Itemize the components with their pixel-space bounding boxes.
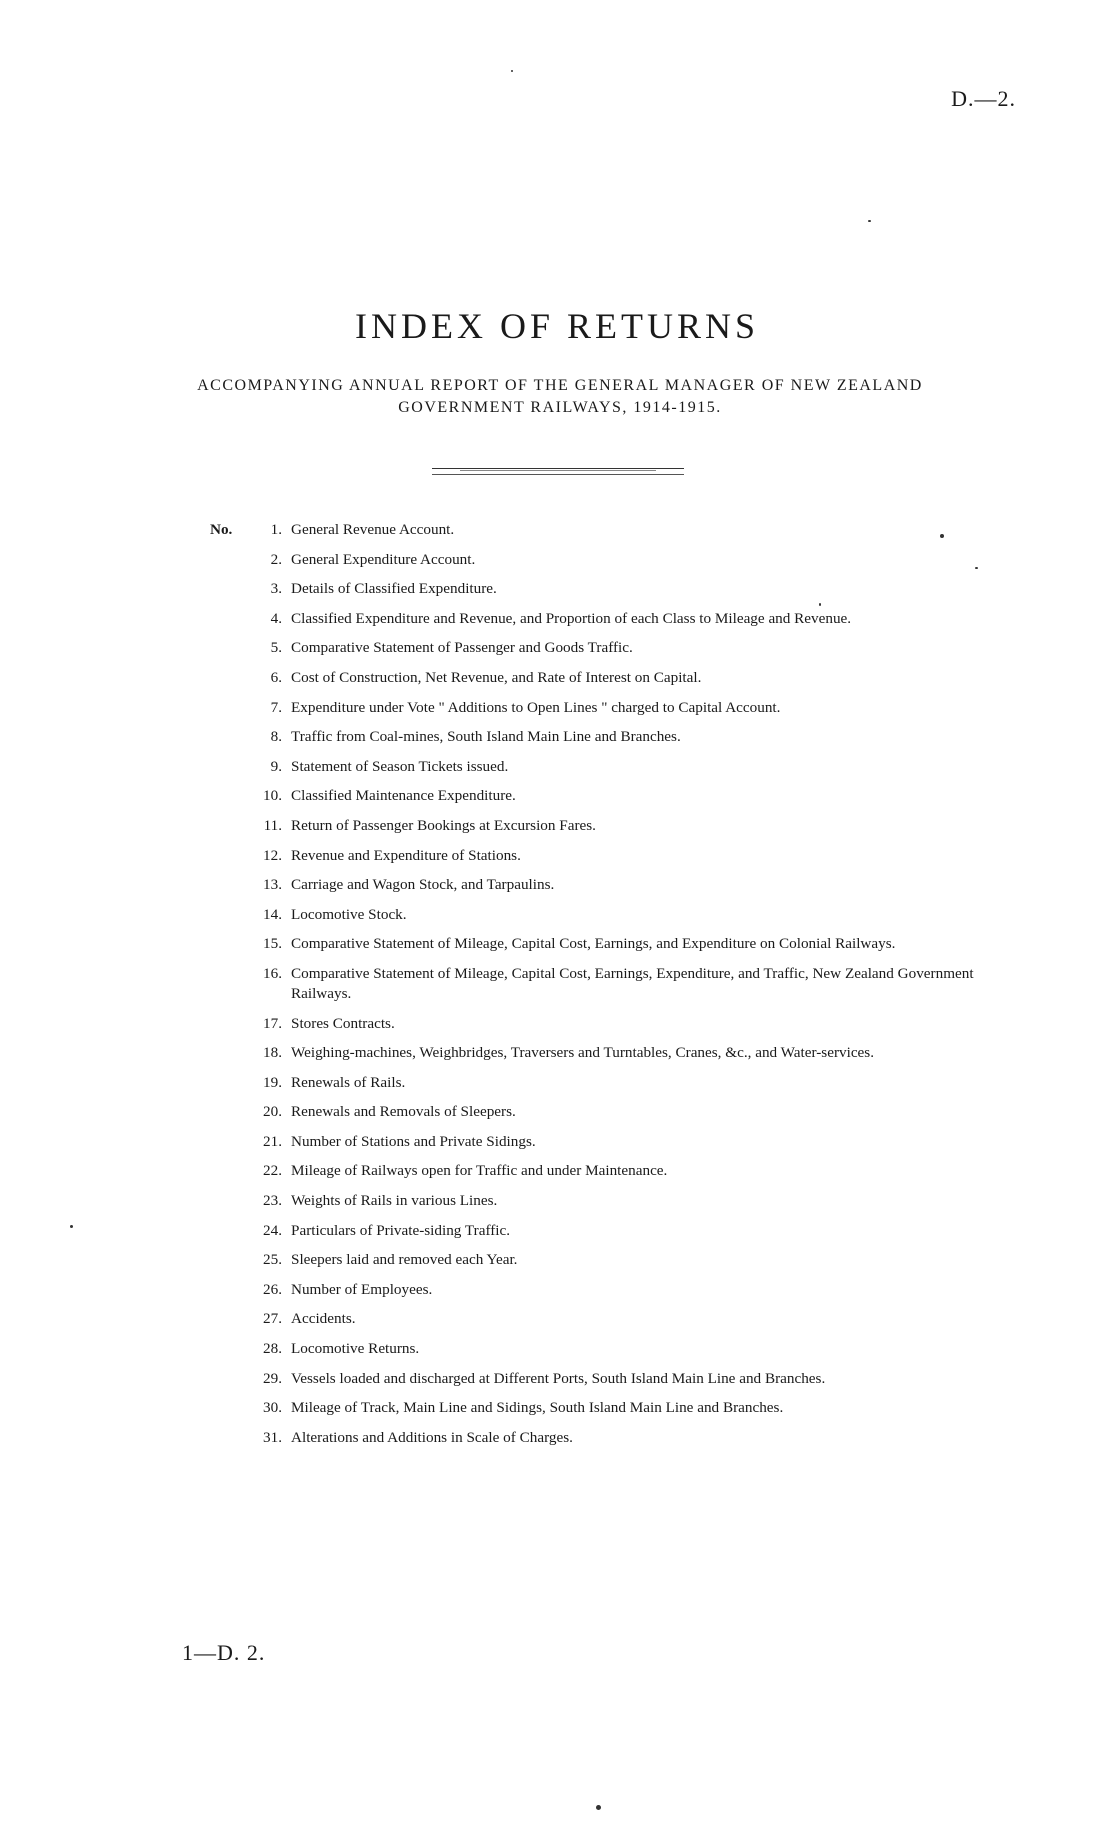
scan-speck xyxy=(868,220,871,222)
list-item-text: Details of Classified Expenditure. xyxy=(291,580,497,598)
list-item xyxy=(210,875,1030,895)
list-item-number: 4. xyxy=(270,609,282,627)
list-item xyxy=(210,816,1030,836)
list-item xyxy=(210,1280,1030,1300)
list-item-text: Statement of Season Tickets issued. xyxy=(291,757,509,775)
list-item xyxy=(210,1043,1030,1063)
list-item-text: Mileage of Railways open for Traffic and under Maintenance. xyxy=(291,1162,668,1180)
list-item xyxy=(210,698,1030,718)
list-item xyxy=(210,1221,1030,1241)
list-item xyxy=(210,550,1030,570)
list-item-text: Cost of Construction, Net Revenue, and Rate of Interest on Capital. xyxy=(291,668,702,686)
list-item xyxy=(210,934,1030,954)
page-title: INDEX OF RETURNS xyxy=(354,306,759,346)
list-item-number: 18. xyxy=(263,1044,282,1062)
list-item-text: Vessels loaded and discharged at Different Ports, South Island Main Line and Branches. xyxy=(291,1369,826,1387)
list-item xyxy=(210,1191,1030,1211)
list-item-text: Renewals and Removals of Sleepers. xyxy=(291,1103,516,1121)
list-item xyxy=(210,1250,1030,1270)
list-item-number: 1. xyxy=(270,521,282,538)
list-item xyxy=(210,1369,1030,1389)
scan-speck xyxy=(596,1805,601,1810)
list-item-number: 3. xyxy=(270,580,282,598)
list-item-number: 27. xyxy=(263,1310,282,1328)
list-item-text: Number of Stations and Private Sidings. xyxy=(291,1132,536,1150)
list-item-text: Number of Employees. xyxy=(291,1280,433,1298)
list-item xyxy=(210,757,1030,777)
list-item-text: Carriage and Wagon Stock, and Tarpaulins. xyxy=(291,876,555,894)
list-item-number: 10. xyxy=(263,787,282,805)
scan-speck xyxy=(511,70,513,72)
list-item xyxy=(210,579,1030,599)
list-item-number: 22. xyxy=(263,1162,282,1180)
list-item-text: Classified Expenditure and Revenue, and Proportion of each Class to Mileage and Revenue. xyxy=(291,609,852,627)
list-item-number: 20. xyxy=(263,1103,282,1121)
list-item-number: 17. xyxy=(263,1014,282,1032)
list-item-number: 2. xyxy=(270,550,282,568)
list-item xyxy=(210,1102,1030,1122)
list-item xyxy=(210,638,1030,658)
list-item xyxy=(210,1398,1030,1418)
list-item-text: Particulars of Private-siding Traffic. xyxy=(291,1221,511,1239)
list-item-text: Classified Maintenance Expenditure. xyxy=(291,787,516,805)
list-item xyxy=(210,1309,1030,1329)
list-item-text: Revenue and Expenditure of Stations. xyxy=(291,846,521,864)
footer-doc-code: 1—D. 2. xyxy=(182,1640,266,1665)
list-item-text: Expenditure under Vote " Additions to Open Lines " charged to Capital Account. xyxy=(291,698,781,716)
scan-speck xyxy=(819,603,821,606)
list-item-text: Alterations and Additions in Scale of Charges. xyxy=(291,1428,573,1446)
list-item xyxy=(210,846,1030,866)
list-item-text: Locomotive Returns. xyxy=(291,1340,420,1358)
page-subtitle: ACCOMPANYING ANNUAL REPORT OF THE GENERAL MANAGER OF NEW ZEALAND GOVERNMENT RAILWAYS, 1914-1915. xyxy=(197,377,923,416)
list-item-number: 9. xyxy=(270,757,282,775)
list-item-number: 31. xyxy=(263,1428,282,1446)
list-item-number: 13. xyxy=(263,876,282,894)
list-item xyxy=(210,1428,1030,1448)
list-item xyxy=(210,905,1030,925)
list-item-number: 14. xyxy=(263,905,282,923)
list-item-number: 11. xyxy=(263,816,282,834)
list-item-text: General Expenditure Account. xyxy=(291,550,476,568)
list-item-text: Renewals of Rails. xyxy=(291,1073,406,1091)
list-item xyxy=(210,1161,1030,1181)
returns-index-list xyxy=(210,520,1030,1457)
list-item-number: 28. xyxy=(263,1340,282,1358)
list-item xyxy=(210,520,1030,540)
list-item-number: 8. xyxy=(270,728,282,746)
scan-speck xyxy=(70,1225,73,1228)
list-item-text: Comparative Statement of Mileage, Capital Cost, Earnings, and Expenditure on Colonial Railways. xyxy=(291,935,896,953)
list-item-text: Return of Passenger Bookings at Excursion Fares. xyxy=(291,816,596,834)
list-item-text: General Revenue Account. xyxy=(291,521,455,538)
list-item-number: 21. xyxy=(263,1132,282,1150)
list-item xyxy=(210,1073,1030,1093)
list-item xyxy=(210,1014,1030,1034)
list-item xyxy=(210,609,1030,629)
list-item-text: Comparative Statement of Passenger and Goods Traffic. xyxy=(291,639,633,657)
list-item-number: 12. xyxy=(263,846,282,864)
list-item-number: 26. xyxy=(263,1280,282,1298)
list-item-text: Comparative Statement of Mileage, Capital Cost, Earnings, Expenditure, and Traffic, New Zealand Government Railways. xyxy=(291,964,974,1002)
list-item-text: Sleepers laid and removed each Year. xyxy=(291,1251,518,1269)
list-item-text: Weights of Rails in various Lines. xyxy=(291,1192,498,1210)
list-item xyxy=(210,727,1030,747)
list-item-text: Mileage of Track, Main Line and Sidings, South Island Main Line and Branches. xyxy=(291,1399,784,1417)
list-item-number: 30. xyxy=(263,1399,282,1417)
list-item-number: 5. xyxy=(270,639,282,657)
list-item-number: 15. xyxy=(263,935,282,953)
header-doc-code: D.—2. xyxy=(951,86,1016,111)
scan-speck xyxy=(975,567,978,569)
list-prefix: No. xyxy=(210,521,233,538)
list-item-number: 6. xyxy=(270,668,282,686)
list-item-number: 16. xyxy=(263,964,282,982)
list-item xyxy=(210,1339,1030,1359)
list-item xyxy=(210,964,1030,1004)
list-item-text: Traffic from Coal-mines, South Island Main Line and Branches. xyxy=(291,728,681,746)
list-item-text: Weighing-machines, Weighbridges, Traversers and Turntables, Cranes, &c., and Water-services. xyxy=(291,1044,875,1062)
list-item-number: 29. xyxy=(263,1369,282,1387)
list-item xyxy=(210,668,1030,688)
title-divider-inner xyxy=(460,470,656,471)
list-item-number: 24. xyxy=(263,1221,282,1239)
list-item-number: 7. xyxy=(270,698,282,716)
list-item-number: 25. xyxy=(263,1251,282,1269)
list-item xyxy=(210,1132,1030,1152)
list-item-text: Locomotive Stock. xyxy=(291,905,407,923)
list-item-number: 23. xyxy=(263,1192,282,1210)
list-item-text: Accidents. xyxy=(291,1310,356,1328)
list-item-number: 19. xyxy=(263,1073,282,1091)
list-item-text: Stores Contracts. xyxy=(291,1014,395,1032)
scan-speck xyxy=(940,534,944,538)
list-item xyxy=(210,786,1030,806)
